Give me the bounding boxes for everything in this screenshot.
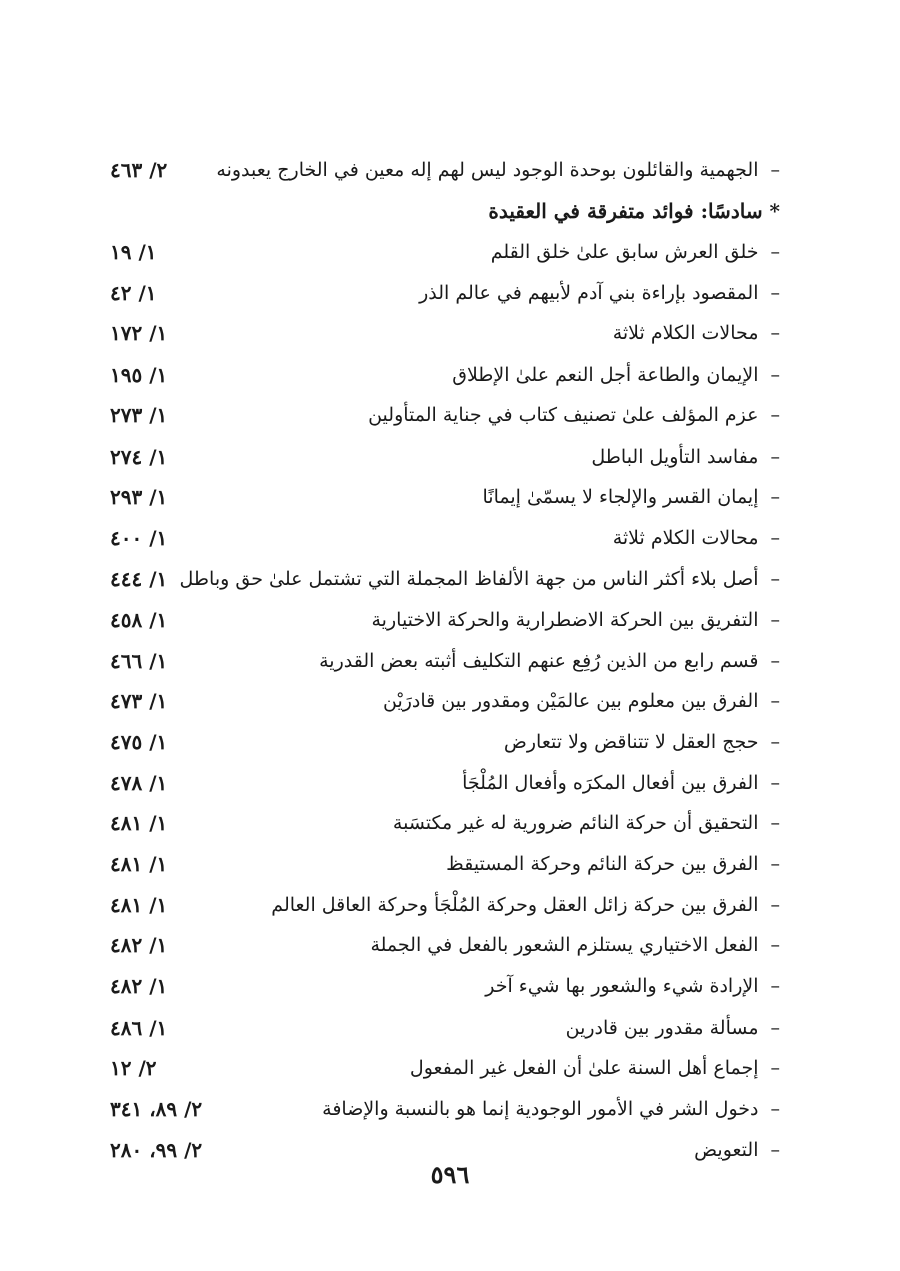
entry-text-container	[310, 1098, 780, 1120]
entry-text-container	[310, 527, 780, 549]
entry-page-ref: ١/ ٢٧٣	[110, 403, 168, 427]
index-entry	[110, 232, 780, 272]
index-entry	[110, 885, 780, 925]
entry-text: خلق العرش سابق علىٰ خلق القلم	[490, 241, 759, 263]
entry-text: الجهمية والقائلون بوحدة الوجود ليس لهم إله معين في الخارج يعبدونه	[216, 159, 759, 181]
entry-text-container	[310, 486, 780, 508]
index-entry	[110, 844, 780, 884]
entry-text: الفرق بين أفعال المكرَه وأفعال المُلْجَأ	[462, 772, 759, 794]
entry-page-ref: ١/ ٤٦٦	[110, 649, 168, 673]
entry-text: إجماع أهل السنة علىٰ أن الفعل غير المفعول	[409, 1057, 759, 1079]
entry-text-container	[310, 975, 780, 997]
entry-text: التحقيق أن حركة النائم ضرورية له غير مكتسَبة	[392, 812, 759, 834]
entry-text: الفرق بين حركة زائل العقل وحركة المُلْجَأ وحركة العاقل العالم	[271, 894, 759, 916]
entry-dash: –	[770, 731, 780, 753]
entry-text-container	[310, 934, 780, 956]
entry-text: الإيمان والطاعة أجل النعم علىٰ الإطلاق	[452, 364, 759, 386]
index-entry	[110, 803, 780, 843]
index-entry	[110, 925, 780, 965]
entry-page-ref: ٢/ ١٢	[110, 1056, 157, 1080]
entry-dash: –	[770, 568, 780, 590]
entry-dash: –	[770, 159, 780, 181]
entry-dash: –	[770, 364, 780, 386]
entry-page-ref: ٢/ ٨٩، ٣٤١	[110, 1097, 203, 1121]
index-entry	[110, 437, 780, 477]
index-entry	[110, 1008, 780, 1048]
entry-page-ref: ١/ ٤٧٨	[110, 771, 168, 795]
index-entry	[110, 641, 780, 681]
entry-dash: –	[770, 690, 780, 712]
entry-page-ref: ١/ ٤٨١	[110, 893, 168, 917]
entry-page-ref: ١/ ٤٥٨	[110, 608, 168, 632]
entry-page-ref: ١/ ٤٤٤	[110, 567, 168, 591]
entry-dash: –	[770, 975, 780, 997]
entry-text: الإرادة شيء والشعور بها شيء آخر	[485, 975, 759, 997]
entry-dash: –	[770, 1017, 780, 1039]
entry-dash: –	[770, 486, 780, 508]
entry-page-ref: ١/ ٤٨١	[110, 811, 168, 835]
entry-text-container	[310, 1139, 780, 1161]
entry-text-container	[271, 894, 780, 916]
entry-page-ref: ١/ ١٩	[110, 240, 157, 264]
entry-text-container	[310, 322, 780, 344]
entry-page-ref: ١/ ٤٢	[110, 281, 157, 305]
entry-text-container	[310, 404, 780, 426]
index-entry	[110, 1089, 780, 1129]
entry-text: الفرق بين حركة النائم وحركة المستيقظ	[446, 853, 759, 875]
entry-text: عزم المؤلف علىٰ تصنيف كتاب في جناية المتأولين	[368, 404, 759, 426]
entry-dash: –	[770, 322, 780, 344]
index-entry	[110, 722, 780, 762]
entry-dash: –	[770, 527, 780, 549]
index-entry	[110, 395, 780, 435]
entry-text: التعويض	[694, 1139, 759, 1161]
entry-text: مفاسد التأويل الباطل	[591, 446, 759, 468]
entry-text-container	[310, 446, 780, 468]
entry-text: الفعل الاختياري يستلزم الشعور بالفعل في الجملة	[370, 934, 759, 956]
entry-page-ref: ١/ ٢٩٣	[110, 485, 168, 509]
entry-text-container	[310, 282, 780, 304]
entry-text-container	[310, 241, 780, 263]
entry-text: حجج العقل لا تتناقض ولا تتعارض	[503, 731, 759, 753]
entry-dash: –	[770, 772, 780, 794]
entry-text-container	[310, 1017, 780, 1039]
entry-page-ref: ١/ ٤٠٠	[110, 526, 168, 550]
entry-text: قسم رابع من الذين رُفِع عنهم التكليف أثبته بعض القدرية	[319, 650, 759, 672]
index-entry	[110, 477, 780, 517]
page-number: ٥٩٦	[430, 1160, 470, 1189]
entry-text-container	[310, 772, 780, 794]
entry-text-container	[310, 690, 780, 712]
entry-page-ref: ٢/ ٤٦٣	[110, 158, 168, 182]
entry-dash: –	[770, 609, 780, 631]
entry-text: محالات الكلام ثلاثة	[612, 527, 759, 549]
entry-dash: –	[770, 650, 780, 672]
entry-text-container	[310, 812, 780, 834]
index-entry	[110, 600, 780, 640]
entry-dash: –	[770, 1139, 780, 1161]
entry-text-container	[310, 650, 780, 672]
index-entry	[110, 355, 780, 395]
entry-page-ref: ١/ ٤٨٢	[110, 974, 168, 998]
index-entry	[110, 966, 780, 1006]
entry-dash: –	[770, 241, 780, 263]
entry-text: الفرق بين معلوم بين عالمَيْن ومقدور بين قادرَيْن	[383, 690, 759, 712]
entry-text-container	[216, 159, 780, 181]
entry-dash: –	[770, 853, 780, 875]
entry-text: إيمان القسر والإلجاء لا يسمّىٰ إيمانًا	[482, 486, 759, 508]
entry-dash: –	[770, 894, 780, 916]
entry-dash: –	[770, 1098, 780, 1120]
entry-dash: –	[770, 404, 780, 426]
entry-page-ref: ١/ ٤٨٢	[110, 933, 168, 957]
entry-text: مسألة مقدور بين قادرين	[565, 1017, 759, 1039]
entry-page-ref: ١/ ٤٨٦	[110, 1016, 168, 1040]
entry-page-ref: ١/ ٤٧٣	[110, 689, 168, 713]
entry-dash: –	[770, 812, 780, 834]
entry-text: محالات الكلام ثلاثة	[612, 322, 759, 344]
entry-dash: –	[770, 934, 780, 956]
entry-page-ref: ١/ ٤٨١	[110, 852, 168, 876]
index-entry	[110, 763, 780, 803]
entry-text-container	[310, 1057, 780, 1079]
entry-text-container	[180, 568, 780, 590]
index-entry	[110, 559, 780, 599]
index-entry	[110, 150, 780, 190]
entry-text-container	[310, 609, 780, 631]
index-entry	[110, 681, 780, 721]
entry-dash: –	[770, 446, 780, 468]
entry-text-container	[310, 731, 780, 753]
index-entry	[110, 1048, 780, 1088]
entry-text: دخول الشر في الأمور الوجودية إنما هو بالنسبة والإضافة	[322, 1098, 759, 1120]
entry-dash: –	[770, 282, 780, 304]
entry-dash: –	[770, 1057, 780, 1079]
entry-page-ref: ١/ ١٩٥	[110, 363, 168, 387]
entry-text-container	[310, 853, 780, 875]
index-entry	[110, 518, 780, 558]
index-entry	[110, 273, 780, 313]
index-entry	[110, 313, 780, 353]
entry-page-ref: ٢/ ٩٩، ٢٨٠	[110, 1138, 203, 1162]
entry-text: المقصود بإراءة بني آدم لأبيهم في عالم الذر	[419, 282, 759, 304]
entry-page-ref: ١/ ٤٧٥	[110, 730, 168, 754]
section-heading: * سادسًا: فوائد متفرقة في العقيدة	[488, 199, 780, 223]
entry-text-container	[310, 364, 780, 386]
entry-text: التفريق بين الحركة الاضطرارية والحركة الاختيارية	[371, 609, 759, 631]
entry-page-ref: ١/ ١٧٢	[110, 321, 168, 345]
entry-page-ref: ١/ ٢٧٤	[110, 445, 168, 469]
entry-text: أصل بلاء أكثر الناس من جهة الألفاظ المجملة التي تشتمل علىٰ حق وباطل	[179, 568, 759, 590]
